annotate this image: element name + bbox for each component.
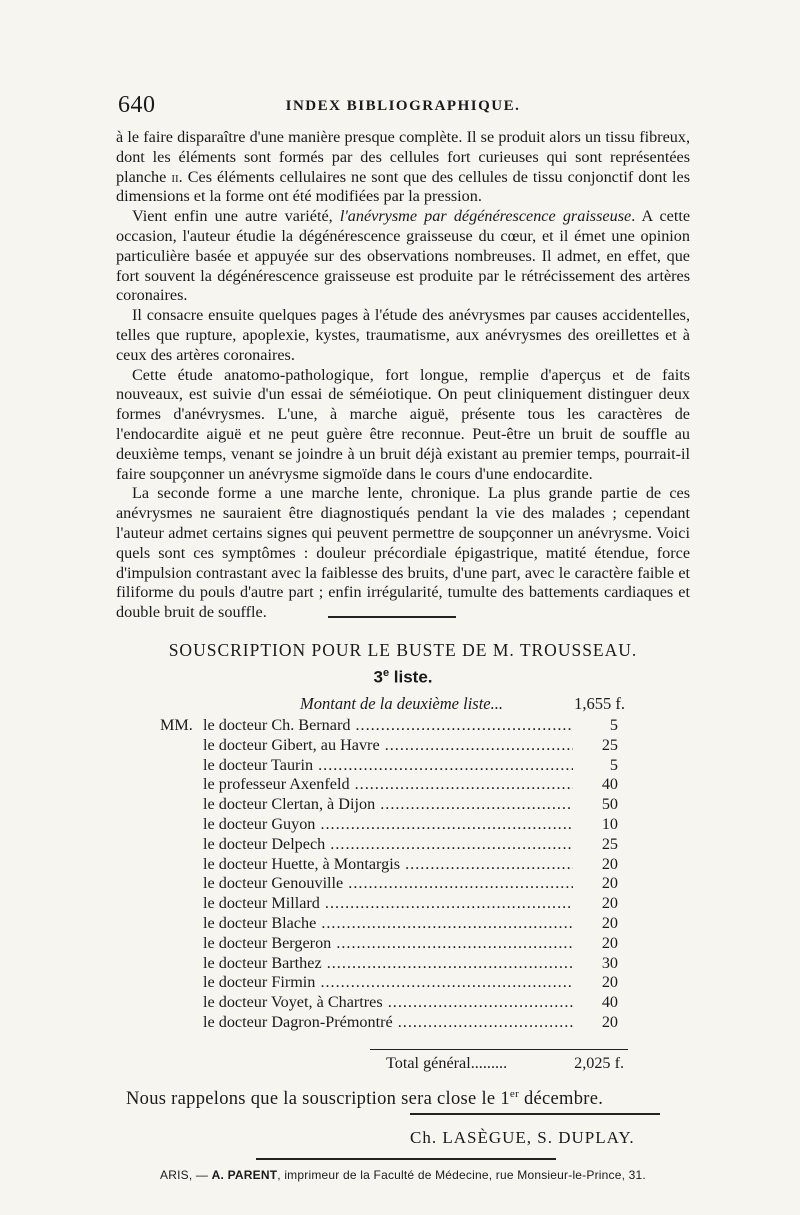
list-word: liste.	[389, 667, 433, 687]
subscriber-name: le docteur Blache .....	[203, 914, 573, 934]
subscriber-list	[160, 716, 618, 1033]
subscriber-name: le docteur Guyon .....	[203, 815, 573, 835]
imprint-printer: A. PARENT	[211, 1168, 278, 1182]
subscriber-amount: 40	[574, 775, 618, 795]
subscriber-amount: 5	[574, 756, 618, 776]
previous-total-label: Montant de la deuxième liste...	[300, 694, 503, 713]
total-label: Total général.........	[386, 1054, 508, 1072]
imprint-address: , imprimeur de la Faculté de Médecine, rue Monsieur-le-Prince, 31.	[277, 1168, 646, 1182]
subscriber-name: le professeur Axenfeld .....	[203, 775, 573, 795]
signature: Ch. LASÈGUE, S. DUPLAY.	[410, 1128, 635, 1147]
subscriber-name: le docteur Ch. Bernard .....	[203, 716, 573, 736]
subscriber-amount: 20	[574, 973, 618, 993]
subscriber-row	[160, 993, 618, 1013]
subscriber-amount: 20	[574, 874, 618, 894]
paragraph	[116, 128, 690, 207]
subscriber-row	[160, 1013, 618, 1033]
subscriber-amount: 20	[574, 894, 618, 914]
paragraph: Il consacre ensuite quelques pages à l'étude des anévrysmes par causes accidentelles, telles que rupture, apoplexie, kystes, traumatisme, aux anévrysmes des oreillettes et à ceux des artères coronaires.	[116, 306, 690, 364]
subscriber-row	[160, 716, 618, 736]
subscriber-row	[160, 835, 618, 855]
subscriber-amount: 20	[574, 855, 618, 875]
notice-rule	[410, 1113, 660, 1115]
subscriber-row	[160, 973, 618, 993]
italic-term: l'anévrysme par dégénérescence graisseuse	[339, 207, 632, 226]
text-run: . A cette occasion, l'auteur étudie la dégénérescence graisseuse du cœur, et il émet une opinion particulière basée et appuyée sur des observations nombreuses. Il admet, en effet, que fort souvent la dégénérescence graisseuse est produite par le rétrécissement des artères coronaires.	[116, 207, 690, 305]
subscriber-name: le docteur Huette, à Montargis .....	[203, 855, 573, 875]
page-header	[118, 92, 688, 122]
subscriber-row	[160, 934, 618, 954]
subscriber-row	[160, 914, 618, 934]
subscriber-row	[160, 775, 618, 795]
imprint-city: ARIS,	[160, 1168, 193, 1182]
footer-rule	[256, 1158, 556, 1160]
imprint-sep: —	[192, 1168, 212, 1182]
subscriber-amount: 20	[574, 1013, 618, 1033]
list-label	[116, 667, 690, 688]
list-number: 3	[373, 667, 383, 687]
subscriber-name: le docteur Genouville .....	[203, 874, 573, 894]
subscriber-name: le docteur Millard .....	[203, 894, 573, 914]
list-sup: e	[382, 667, 390, 679]
total-rule	[370, 1049, 628, 1050]
subscriber-row	[160, 795, 618, 815]
subscriber-name: le docteur Dagron-Prémontré .....	[203, 1013, 573, 1033]
roman-numeral: ii	[171, 167, 179, 186]
mm-label: MM.	[160, 716, 193, 734]
subscriber-amount: 25	[574, 736, 618, 756]
text-run: . Ces éléments cellulaires ne sont que des cellules de tissu conjonctif dont les dimensions et la forme ont été modifiées par la pression.	[116, 167, 690, 206]
paragraph	[116, 207, 690, 306]
subscriber-row	[160, 855, 618, 875]
subscriber-amount: 5	[574, 716, 618, 736]
subscriber-row	[160, 736, 618, 756]
subscriber-row	[160, 954, 618, 974]
text-run: décembre.	[519, 1089, 604, 1110]
subscriber-amount: 40	[574, 993, 618, 1013]
ordinal-sup: er	[509, 1088, 520, 1100]
subscriber-name: le docteur Bergeron .....	[203, 934, 573, 954]
closing-notice	[126, 1088, 686, 1110]
text-run: à le faire disparaître d'une manière presque complète. Il se produit alors un tissu fibreux, dont les éléments sont formés par des cellules fort curieuses qui sont représentées planche	[116, 128, 690, 186]
text-run: Nous rappelons que la souscription sera close le 1	[126, 1089, 510, 1110]
running-title: INDEX BIBLIOGRAPHIQUE.	[285, 98, 521, 114]
subscriber-amount: 10	[574, 815, 618, 835]
text-run: Vient enfin une autre variété,	[132, 207, 340, 226]
subscriber-row	[160, 815, 618, 835]
printer-imprint	[118, 1168, 688, 1182]
section-divider	[328, 616, 456, 618]
subscriber-name: le docteur Gibert, au Havre .....	[203, 736, 573, 756]
subscriber-row	[160, 874, 618, 894]
total-value: 2,025 f.	[574, 1054, 624, 1072]
subscriber-row	[160, 894, 618, 914]
previous-total-value: 1,655 f.	[574, 694, 625, 713]
subscriber-row	[160, 756, 618, 776]
subscriber-amount: 20	[574, 914, 618, 934]
paragraph: La seconde forme a une marche lente, chronique. La plus grande partie de ces anévrysmes ne sauraient être diagnostiqués pendant la vie des malades ; cependant l'auteur admet certains signes qui peuvent permettre de soupçonner un anévrysme. Voici quels sont ces symptômes : douleur précordiale épigastrique, matité étendue, force d'impulsion contrastant avec la faiblesse des bruits, d'une part, avec le caractère faible et filiforme du pouls d'autre part ; enfin irrégularité, tumulte des battements cardiaques et double bruit de souffle.	[116, 484, 690, 622]
page-number: 640	[118, 92, 156, 118]
subscriber-name: le docteur Barthez .....	[203, 954, 573, 974]
subscriber-name: le docteur Voyet, à Chartres .....	[203, 993, 573, 1013]
subscriber-name: le docteur Clertan, à Dijon .....	[203, 795, 573, 815]
subscription-title: SOUSCRIPTION POUR LE BUSTE DE M. TROUSSEAU.	[168, 640, 638, 660]
subscriber-amount: 50	[574, 795, 618, 815]
subscriber-name: le docteur Delpech .....	[203, 835, 573, 855]
subscriber-amount: 20	[574, 934, 618, 954]
article-body	[116, 128, 690, 623]
subscriber-name: le docteur Firmin .....	[203, 973, 573, 993]
subscriber-amount: 30	[574, 954, 618, 974]
subscriber-name: le docteur Taurin .....	[203, 756, 573, 776]
paragraph: Cette étude anatomo-pathologique, fort longue, remplie d'aperçus et de faits nouveaux, est suivie d'un essai de séméiotique. On peut cliniquement distinguer deux formes d'anévrysmes. L'une, à marche aiguë, présente tous les caractères de l'endocardite aiguë et ne peut guère être reconnue. Peut-être un bruit de souffle au deuxième temps, venant se joindre à un bruit déjà existant au premier temps, pourrait-il faire soupçonner un anévrysme sigmoïde dans le cours d'une endocardite.	[116, 365, 690, 483]
subscriber-amount: 25	[574, 835, 618, 855]
